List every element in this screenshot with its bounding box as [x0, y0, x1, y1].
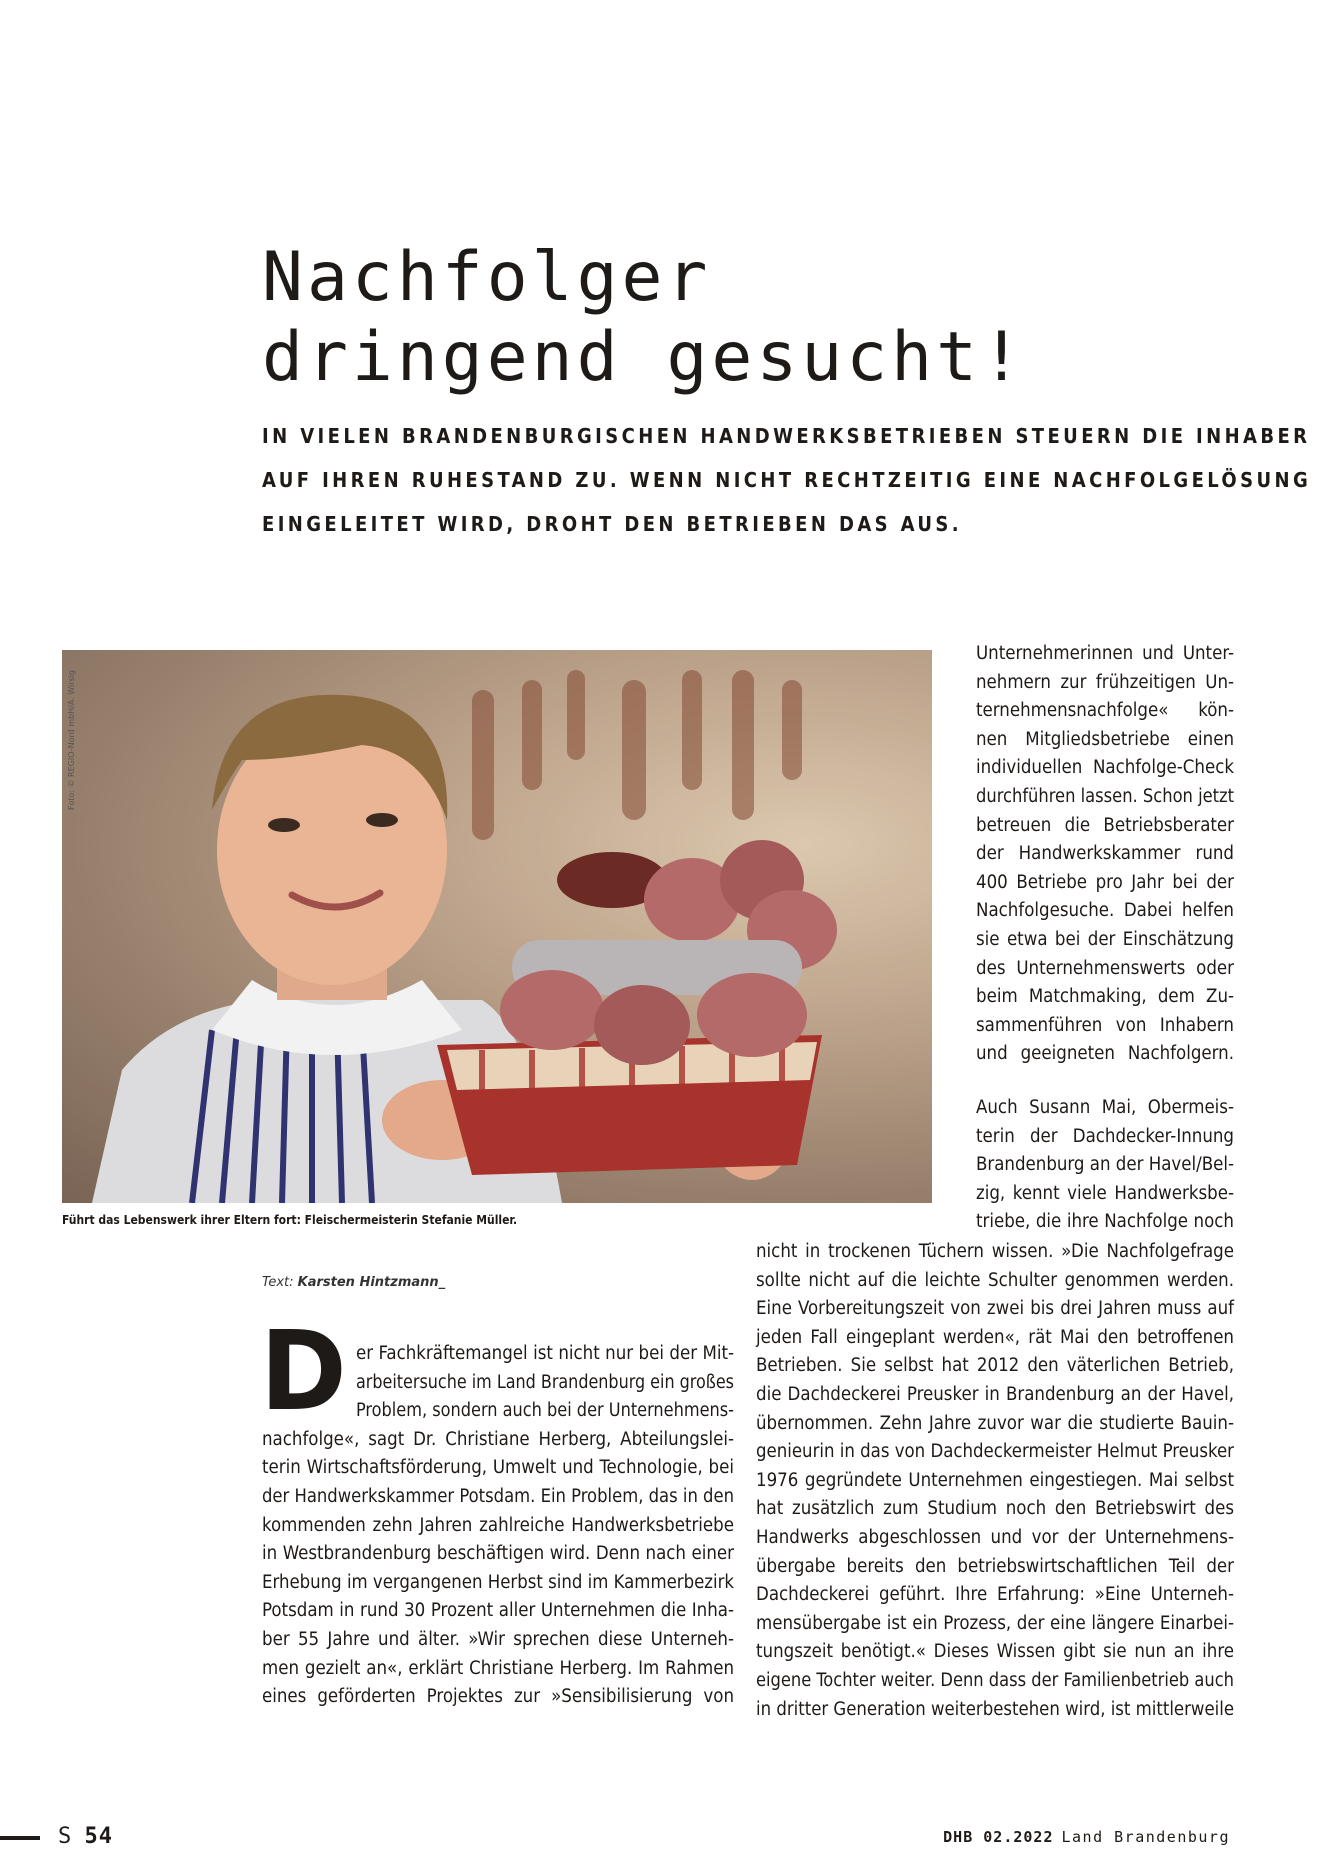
body-text-line: übernommen. Zehn Jahre zuvor war die studierte Bauin- — [756, 1412, 1234, 1434]
body-text-line: Dachdeckerei geführt. Ihre Erfahrung: »Eine Unterneh- — [756, 1584, 1234, 1606]
body-text-line: individuellen Nachfolge-Check — [976, 757, 1234, 779]
body-text-line: genieurin in das von Dachdeckermeister Helmut Preusker — [756, 1441, 1234, 1463]
body-text-line: in Westbrandenburg beschäftigen wird. Denn nach einer — [262, 1543, 734, 1565]
headline-line: Nachfolger — [262, 238, 712, 317]
body-text-line: tungszeit benötigt.« Dieses Wissen gibt sie nun an ihre — [756, 1641, 1234, 1663]
body-text-line: arbeitersuche im Land Brandenburg ein großes — [356, 1371, 734, 1393]
body-text-line: sammenführen von Inhabern — [976, 1014, 1234, 1036]
body-text-line: zig, kennt viele Handwerksbe- — [976, 1182, 1234, 1204]
body-text-line: übergabe bereits den betriebswirtschaftlichen Teil der — [756, 1555, 1234, 1577]
body-text-line: nen Mitgliedsbetriebe einen — [976, 728, 1234, 750]
body-text-line: nehmern zur frühzeitigen Un- — [976, 671, 1234, 693]
lead-line: EINGELEITET WIRD, DROHT DEN BETRIEBEN DAS AUS. — [262, 512, 962, 536]
body-text-line: jeden Fall eingeplant werden«, rät Mai den betroffenen — [756, 1326, 1234, 1348]
body-text-line: Problem, sondern auch bei der Unternehmens- — [356, 1400, 734, 1422]
butcher-photo — [62, 650, 932, 1203]
body-text-line: und geeigneten Nachfolgern. — [976, 1043, 1234, 1065]
page-number-value: 54 — [84, 1824, 113, 1849]
byline-author: Karsten Hintzmann_ — [297, 1275, 446, 1290]
photo-credit: Foto: © REGIO-Nord mbH/A. Wirsig — [67, 670, 76, 810]
byline — [262, 1275, 445, 1291]
body-text-line: mensübergabe ist ein Prozess, der eine längere Einarbei- — [756, 1612, 1234, 1634]
body-text-line: eines geförderten Projektes zur »Sensibilisierung von — [262, 1686, 734, 1708]
body-text-line: Eine Vorbereitungszeit von zwei bis drei Jahren muss auf — [756, 1298, 1234, 1320]
page-number — [58, 1822, 113, 1852]
lead-line: IN VIELEN BRANDENBURGISCHEN HANDWERKSBETRIEBEN STEUERN DIE INHABER — [262, 424, 1311, 448]
body-text-line: betreuen die Betriebsberater — [976, 814, 1234, 836]
body-text-line: 400 Betriebe pro Jahr bei der — [976, 871, 1234, 893]
issue-label: DHB 02.2022 — [943, 1828, 1054, 1846]
body-text-line: er Fachkräftemangel ist nicht nur bei der Mit- — [356, 1343, 734, 1364]
body-text-line: Unternehmerinnen und Unter- — [976, 643, 1234, 664]
headline-line: dringend gesucht! — [262, 318, 1026, 397]
byline-prefix: Text: — [262, 1275, 294, 1290]
page-prefix: S — [58, 1824, 72, 1849]
body-text-line: men gezielt an«, erklärt Christiane Herberg. Im Rahmen — [262, 1657, 734, 1679]
body-text-line: in dritter Generation weiterbestehen wird, ist mittlerweile — [756, 1698, 1234, 1720]
lead-line: AUF IHREN RUHESTAND ZU. WENN NICHT RECHTZEITIG EINE NACHFOLGELÖSUNG — [262, 468, 1312, 492]
body-text-line: Betrieben. Sie selbst hat 2012 den väterlichen Betrieb, — [756, 1355, 1234, 1377]
drop-cap: D — [260, 1307, 347, 1435]
body-text-line: Brandenburg an der Havel/Bel- — [976, 1154, 1234, 1176]
body-text-line: eigene Tochter weiter. Denn dass der Familienbetrieb auch — [756, 1670, 1234, 1691]
body-text-line: die Dachdeckerei Preusker in Brandenburg an der Havel, — [756, 1384, 1234, 1405]
issue-info — [943, 1826, 1230, 1848]
body-text-line: terin Wirtschaftsförderung, Umwelt und Technologie, bei — [262, 1457, 734, 1479]
footer-rule — [0, 1836, 40, 1840]
body-text-line: sie etwa bei der Einschätzung — [976, 929, 1234, 950]
body-text-line: Auch Susann Mai, Obermeis- — [976, 1097, 1234, 1118]
body-text-line: Nachfolgesuche. Dabei helfen — [976, 900, 1234, 922]
body-text-line: Handwerks abgeschlossen und vor der Unternehmens- — [756, 1527, 1234, 1548]
region-label: Land Brandenburg — [1061, 1828, 1230, 1846]
body-text-line: terin der Dachdecker-Innung — [976, 1125, 1234, 1147]
photo-caption: Führt das Lebenswerk ihrer Eltern fort: Fleischermeisterin Stefanie Müller. — [62, 1213, 518, 1227]
body-text-line: sollte nicht auf die leichte Schulter genommen werden. — [756, 1269, 1234, 1291]
body-text-line: durchführen lassen. Schon jetzt — [976, 786, 1234, 807]
body-text-line: der Handwerkskammer rund — [976, 843, 1234, 865]
body-text-line: triebe, die ihre Nachfolge noch — [976, 1211, 1234, 1233]
lead-paragraph — [262, 414, 1312, 546]
body-text-line: der Handwerkskammer Potsdam. Ein Problem, das in den — [262, 1486, 734, 1507]
body-text-line: nachfolge«, sagt Dr. Christiane Herberg, Abteilungslei- — [262, 1428, 734, 1450]
body-text-line: beim Matchmaking, dem Zu- — [976, 986, 1234, 1008]
body-text-line: hat zusätzlich zum Studium noch den Betriebswirt des — [756, 1498, 1234, 1520]
body-text-line: Erhebung im vergangenen Herbst sind im Kammerbezirk — [262, 1571, 734, 1593]
body-text-line: kommenden zehn Jahren zahlreiche Handwerksbetriebe — [262, 1514, 734, 1536]
headline — [262, 238, 1162, 398]
body-text-line: des Unternehmenswerts oder — [976, 957, 1234, 979]
body-text-line: ternehmensnachfolge« kön- — [976, 700, 1234, 722]
photo-illustration — [62, 650, 932, 1203]
body-text-line: nicht in trockenen Tüchern wissen. »Die Nachfolgefrage — [756, 1241, 1234, 1262]
body-text-line: Potsdam in rund 30 Prozent aller Unternehmen die Inha- — [262, 1600, 734, 1622]
body-text-line: ber 55 Jahre und älter. »Wir sprechen diese Unterneh- — [262, 1629, 734, 1650]
body-text-line: 1976 gegründete Unternehmen eingestiegen. Mai selbst — [756, 1469, 1234, 1491]
